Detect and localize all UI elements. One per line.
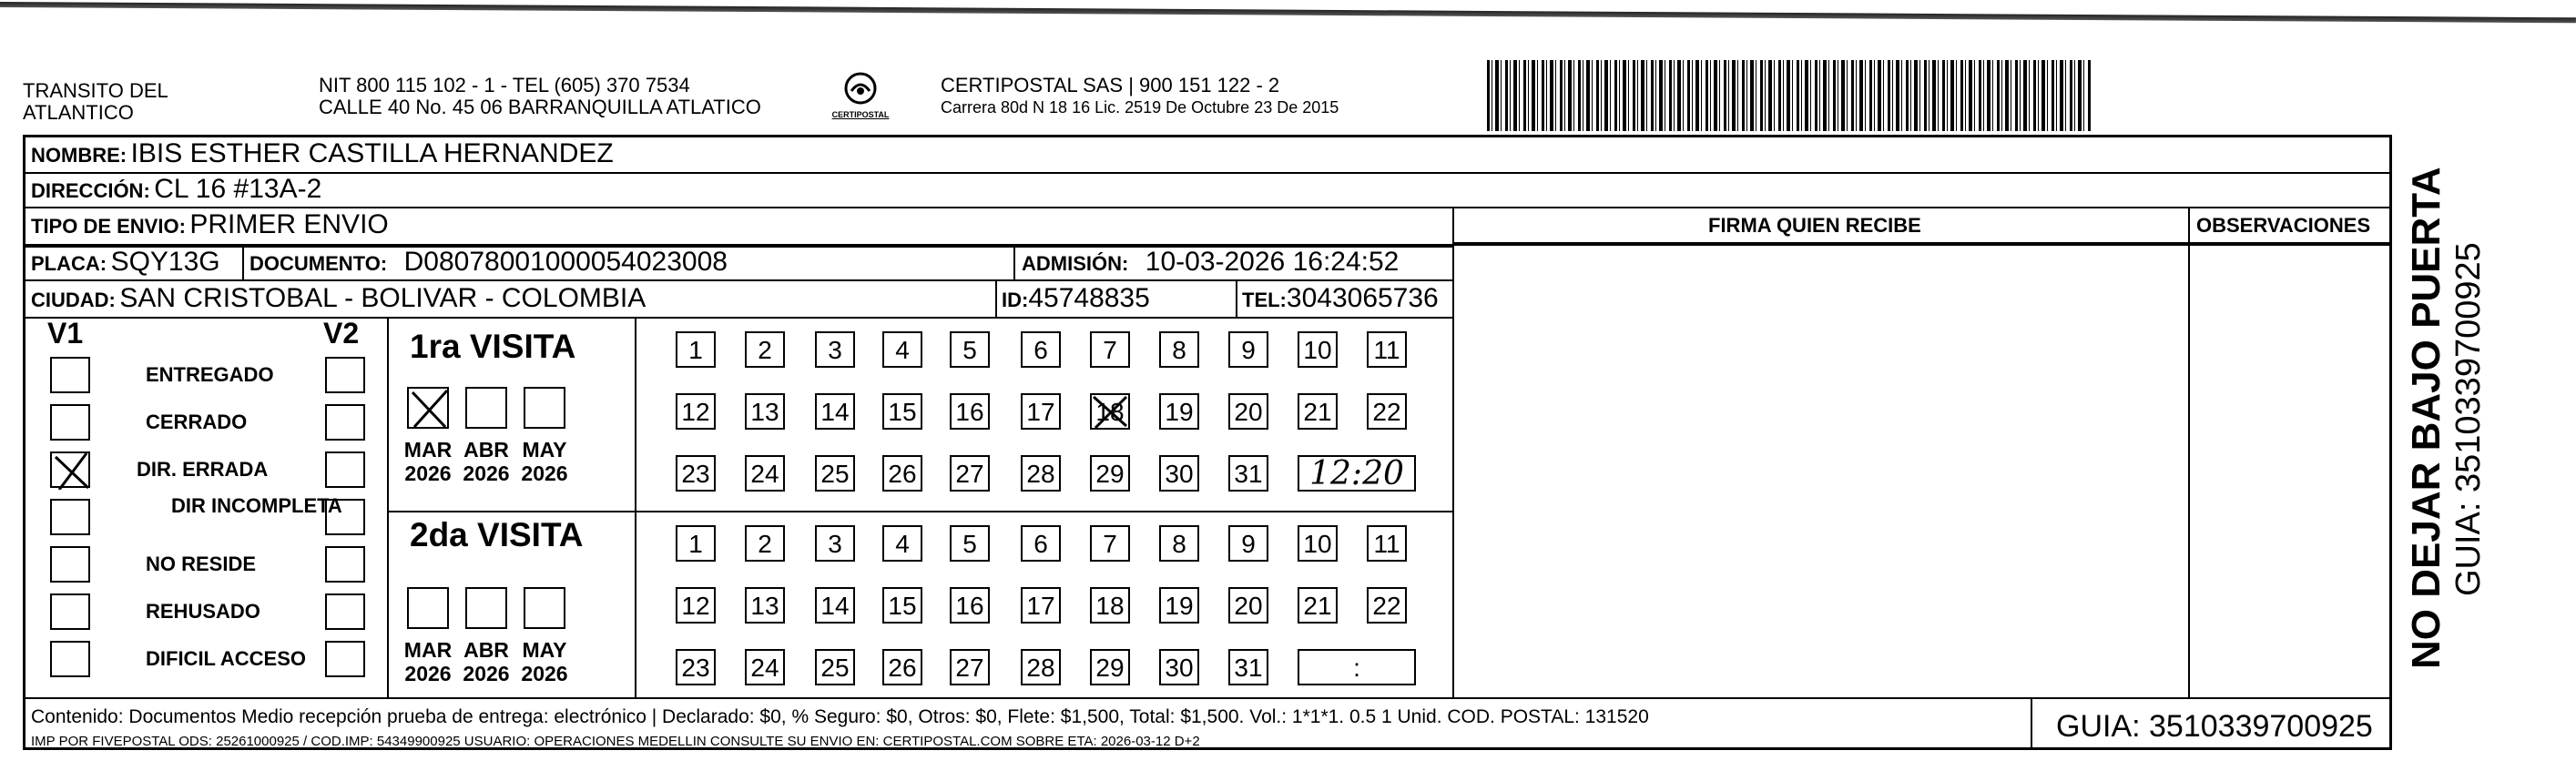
day-box[interactable]: 6 bbox=[1021, 331, 1061, 368]
day-box[interactable]: 19 bbox=[1159, 393, 1199, 430]
day-box[interactable]: 12 bbox=[676, 587, 716, 624]
placa-field: PLACA: SQY13G bbox=[31, 247, 220, 277]
day-box[interactable]: 27 bbox=[950, 455, 990, 492]
day-box[interactable]: 27 bbox=[950, 649, 990, 685]
month-checkbox[interactable] bbox=[407, 387, 449, 429]
day-box[interactable]: 20 bbox=[1228, 393, 1268, 430]
day-box[interactable]: 1 bbox=[676, 331, 716, 368]
v2-checkbox[interactable] bbox=[325, 451, 365, 488]
day-box[interactable]: 21 bbox=[1298, 393, 1338, 430]
v2-checkbox[interactable] bbox=[325, 357, 365, 393]
reason-label: DIFICIL ACCESO bbox=[146, 647, 307, 670]
certipostal-logo: CERTIPOSTAL bbox=[824, 71, 897, 126]
scan-top-edge bbox=[0, 2, 2576, 23]
day-box[interactable]: 5 bbox=[950, 331, 990, 368]
day-box[interactable]: 26 bbox=[882, 649, 922, 685]
day-box[interactable]: 10 bbox=[1298, 525, 1338, 562]
day-box[interactable]: 4 bbox=[882, 525, 922, 562]
v2-checkbox[interactable] bbox=[325, 641, 365, 677]
day-box[interactable]: 22 bbox=[1367, 587, 1407, 624]
v1-checkbox[interactable] bbox=[50, 451, 90, 488]
check-mark-icon bbox=[409, 389, 451, 431]
tipo-envio-field: TIPO DE ENVIO: PRIMER ENVIO bbox=[31, 209, 389, 239]
id-field: ID:45748835 bbox=[1002, 283, 1150, 313]
month-label: ABR 2026 bbox=[463, 438, 510, 485]
side-warning: NO DEJAR BAJO PUERTA bbox=[2404, 167, 2449, 669]
day-box[interactable]: 24 bbox=[745, 649, 785, 685]
time-box[interactable]: 12:20 bbox=[1298, 455, 1416, 492]
day-box[interactable]: 28 bbox=[1021, 455, 1061, 492]
day-box[interactable]: 1 bbox=[676, 525, 716, 562]
day-box[interactable]: 17 bbox=[1021, 587, 1061, 624]
nombre-field: NOMBRE: IBIS ESTHER CASTILLA HERNANDEZ bbox=[31, 138, 614, 168]
day-box[interactable]: 14 bbox=[815, 393, 855, 430]
day-box[interactable]: 26 bbox=[882, 455, 922, 492]
day-box[interactable]: 11 bbox=[1367, 331, 1407, 368]
month-label: MAR 2026 bbox=[403, 438, 453, 485]
v1-checkbox[interactable] bbox=[50, 357, 90, 393]
imp-line: IMP POR FIVEPOSTAL ODS: 25261000925 / COD.IMP: 54349900925 USUARIO: OPERACIONES MEDELLIN CONSULTE SU ENVIO EN: CERTIPOSTAL.COM SOBRE ETA: 2026-03-12 D+2 bbox=[31, 734, 1200, 749]
contenido-line: Contenido: Documentos Medio recepción prueba de entrega: electrónico | Declarado: $0, % Seguro: $0, Otros: $0, Flete: $1,500, Total: $1,500. Vol.: 1*1*1. 0.5 1 Unid. COD. POSTAL: 131520 bbox=[31, 706, 1649, 727]
day-box[interactable]: 29 bbox=[1090, 649, 1130, 685]
v2-checkbox[interactable] bbox=[325, 404, 365, 441]
day-box[interactable]: 7 bbox=[1090, 331, 1130, 368]
barcode bbox=[1487, 60, 2092, 131]
day-box[interactable]: 18 bbox=[1090, 587, 1130, 624]
month-checkbox[interactable] bbox=[465, 587, 507, 629]
firma-label: FIRMA QUIEN RECIBE bbox=[1708, 214, 1921, 237]
day-box[interactable]: 11 bbox=[1367, 525, 1407, 562]
day-box[interactable]: 28 bbox=[1021, 649, 1061, 685]
side-guia: GUIA: 3510339700925 bbox=[2449, 242, 2488, 596]
day-box[interactable]: 25 bbox=[815, 455, 855, 492]
month-checkbox[interactable] bbox=[407, 587, 449, 629]
day-box[interactable]: 23 bbox=[676, 649, 716, 685]
v1-checkbox[interactable] bbox=[50, 641, 90, 677]
day-box[interactable]: 2 bbox=[745, 525, 785, 562]
day-box[interactable]: 15 bbox=[882, 393, 922, 430]
day-box[interactable]: 29 bbox=[1090, 455, 1130, 492]
v1-checkbox[interactable] bbox=[50, 404, 90, 441]
reason-label: DIR. ERRADA bbox=[137, 458, 269, 481]
day-box[interactable]: 31 bbox=[1228, 649, 1268, 685]
day-box[interactable]: 5 bbox=[950, 525, 990, 562]
day-box[interactable]: 25 bbox=[815, 649, 855, 685]
month-checkbox[interactable] bbox=[524, 387, 565, 429]
courier-seal-icon bbox=[840, 71, 881, 106]
day-box[interactable]: 8 bbox=[1159, 525, 1199, 562]
v1-label: V1 bbox=[47, 317, 84, 350]
ciudad-field: CIUDAD: SAN CRISTOBAL - BOLIVAR - COLOMBIA bbox=[31, 283, 647, 313]
day-box[interactable]: 3 bbox=[815, 331, 855, 368]
day-box[interactable]: 13 bbox=[745, 587, 785, 624]
day-box[interactable]: 30 bbox=[1159, 455, 1199, 492]
day-box[interactable]: 9 bbox=[1228, 525, 1268, 562]
day-box[interactable]: 14 bbox=[815, 587, 855, 624]
day-box[interactable]: 17 bbox=[1021, 393, 1061, 430]
day-box[interactable]: 6 bbox=[1021, 525, 1061, 562]
month-checkbox[interactable] bbox=[465, 387, 507, 429]
day-box[interactable]: 9 bbox=[1228, 331, 1268, 368]
day-box[interactable]: 19 bbox=[1159, 587, 1199, 624]
time-box[interactable]: : bbox=[1298, 649, 1416, 685]
courier-info: CERTIPOSTAL SAS | 900 151 122 - 2 Carrera 80d N 18 16 Lic. 2519 De Octubre 23 De 2015 bbox=[941, 74, 1339, 117]
v1-checkbox[interactable] bbox=[50, 499, 90, 535]
day-box[interactable]: 31 bbox=[1228, 455, 1268, 492]
reason-label: CERRADO bbox=[146, 411, 248, 433]
day-box[interactable]: 13 bbox=[745, 393, 785, 430]
day-box[interactable]: 3 bbox=[815, 525, 855, 562]
day-box[interactable]: 10 bbox=[1298, 331, 1338, 368]
org-name: TRANSITO DEL ATLANTICO bbox=[23, 79, 168, 124]
observaciones-label: OBSERVACIONES bbox=[2196, 214, 2371, 237]
day-box[interactable]: 22 bbox=[1367, 393, 1407, 430]
day-box[interactable]: 20 bbox=[1228, 587, 1268, 624]
day-box[interactable]: 23 bbox=[676, 455, 716, 492]
admision-field: ADMISIÓN: 10-03-2026 16:24:52 bbox=[1022, 247, 1400, 277]
second-visit-title: 2da VISITA bbox=[410, 516, 584, 553]
day-box[interactable]: 15 bbox=[882, 587, 922, 624]
day-box[interactable]: 21 bbox=[1298, 587, 1338, 624]
day-box[interactable]: 12 bbox=[676, 393, 716, 430]
reason-label: NO RESIDE bbox=[146, 553, 257, 575]
first-visit-title: 1ra VISITA bbox=[410, 328, 576, 365]
day-box[interactable]: 16 bbox=[950, 587, 990, 624]
day-box[interactable]: 30 bbox=[1159, 649, 1199, 685]
v2-label: V2 bbox=[323, 317, 360, 350]
day-box[interactable]: 16 bbox=[950, 393, 990, 430]
month-label: ABR 2026 bbox=[463, 638, 510, 685]
month-checkbox[interactable] bbox=[524, 587, 565, 629]
month-label: MAR 2026 bbox=[403, 638, 453, 685]
reason-label: ENTREGADO bbox=[146, 363, 274, 386]
day-box[interactable]: 8 bbox=[1159, 331, 1199, 368]
direccion-field: DIRECCIÓN: CL 16 #13A-2 bbox=[31, 174, 322, 204]
month-label: MAY 2026 bbox=[521, 438, 568, 485]
guia-box: GUIA: 3510339700925 bbox=[2056, 709, 2373, 744]
day-box[interactable]: 2 bbox=[745, 331, 785, 368]
v2-checkbox[interactable] bbox=[325, 499, 365, 535]
documento-field: DOCUMENTO: D08078001000054023008 bbox=[249, 247, 728, 277]
day-box[interactable]: 4 bbox=[882, 331, 922, 368]
reason-label: REHUSADO bbox=[146, 600, 260, 623]
month-label: MAY 2026 bbox=[521, 638, 568, 685]
v1-checkbox[interactable] bbox=[50, 546, 90, 583]
day-box[interactable]: 7 bbox=[1090, 525, 1130, 562]
tel-field: TEL:3043065736 bbox=[1242, 283, 1439, 313]
day-box[interactable]: 18 bbox=[1090, 393, 1130, 430]
day-box[interactable]: 24 bbox=[745, 455, 785, 492]
v2-checkbox[interactable] bbox=[325, 593, 365, 630]
reason-label: DIR INCOMPLETA bbox=[171, 494, 342, 517]
v1-checkbox[interactable] bbox=[50, 593, 90, 630]
check-mark-icon bbox=[52, 453, 92, 490]
org-contact: NIT 800 115 102 - 1 - TEL (605) 370 7534 CALLE 40 No. 45 06 BARRANQUILLA ATLATICO bbox=[319, 74, 761, 118]
v2-checkbox[interactable] bbox=[325, 546, 365, 583]
